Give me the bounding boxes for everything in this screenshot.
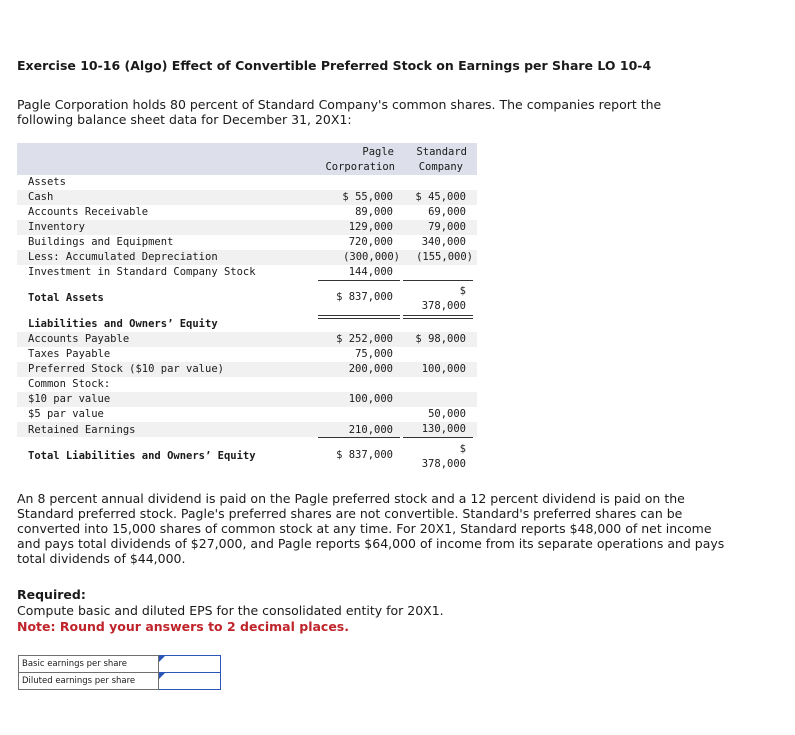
required-heading: Required:	[17, 587, 86, 602]
table-row	[19, 656, 221, 673]
total-liabilities-label: Total Liabilities and Owners’ Equity	[28, 450, 256, 462]
row-standard-value: 340,000	[421, 236, 466, 248]
row-label: Retained Earnings	[28, 424, 136, 436]
total-assets-label: Total Assets	[28, 292, 104, 304]
row-pagle-value: 89,000	[355, 206, 393, 218]
row-standard-value: $ 98,000	[415, 333, 466, 345]
flag-icon	[159, 656, 165, 662]
row-label: Inventory	[28, 221, 85, 233]
row-standard-value: 100,000	[421, 363, 466, 375]
row-label: Common Stock:	[28, 378, 111, 390]
basic-eps-label: Basic earnings per share	[19, 656, 159, 673]
diluted-eps-input[interactable]	[159, 673, 220, 689]
row-pagle-value: 720,000	[348, 236, 393, 248]
row-pagle-value: 129,000	[348, 221, 393, 233]
row-label: Cash	[28, 191, 54, 203]
total-assets-standard-currency: $	[459, 285, 466, 297]
total-assets-standard: 378,000	[421, 300, 466, 312]
row-pagle-value: $ 252,000	[336, 333, 393, 345]
assets-heading: Assets	[28, 176, 66, 188]
balance-sheet-table	[17, 143, 477, 473]
table-row	[19, 673, 221, 690]
header-band	[17, 143, 477, 175]
col2-header-line1: Standard	[416, 146, 467, 158]
required-text: Compute basic and diluted EPS for the consolidated entity for 20X1.	[17, 603, 444, 618]
row-pagle-value: $ 55,000	[342, 191, 393, 203]
rounding-note: Note: Round your answers to 2 decimal places.	[17, 619, 349, 634]
row-label: Accounts Receivable	[28, 206, 149, 218]
total-liabilities-standard: 378,000	[421, 458, 466, 470]
row-label: $10 par value	[28, 393, 111, 405]
row-label: Accounts Payable	[28, 333, 130, 345]
answer-table	[18, 655, 221, 690]
row-standard-value: 79,000	[428, 221, 466, 233]
row-label: Preferred Stock ($10 par value)	[28, 363, 224, 375]
basic-eps-input[interactable]	[159, 656, 220, 672]
liabilities-heading: Liabilities and Owners’ Equity	[28, 318, 218, 330]
row-label: $5 par value	[28, 408, 104, 420]
row-pagle-value: (300,000)	[343, 251, 400, 263]
col2-header-line2: Company	[418, 161, 463, 173]
diluted-eps-cell[interactable]	[159, 673, 221, 690]
exercise-title: Exercise 10-16 (Algo) Effect of Convertible Preferred Stock on Earnings per Share LO 10-4	[17, 58, 652, 73]
row-standard-value: $ 45,000	[415, 191, 466, 203]
row-pagle-value: 75,000	[355, 348, 393, 360]
row-label: Investment in Standard Company Stock	[28, 266, 256, 278]
diluted-eps-label: Diluted earnings per share	[19, 673, 159, 690]
row-standard-value: 50,000	[428, 408, 466, 420]
total-assets-pagle: $ 837,000	[336, 291, 393, 303]
row-pagle-value: 144,000	[348, 266, 393, 278]
row-pagle-value: 200,000	[348, 363, 393, 375]
row-label: Less: Accumulated Depreciation	[28, 251, 218, 263]
row-label: Taxes Payable	[28, 348, 111, 360]
flag-icon	[159, 673, 165, 679]
col1-header-line1: Pagle	[362, 146, 394, 158]
row-standard-value: 130,000	[421, 423, 466, 435]
row-pagle-value: 100,000	[348, 393, 393, 405]
intro-paragraph: Pagle Corporation holds 80 percent of Standard Company's common shares. The companies report the following balance sheet data for December 31, 20X1:	[17, 97, 662, 127]
basic-eps-cell[interactable]	[159, 656, 221, 673]
total-liabilities-pagle: $ 837,000	[336, 449, 393, 461]
row-pagle-value: 210,000	[348, 424, 393, 436]
row-standard-value: 69,000	[428, 206, 466, 218]
row-standard-value: (155,000)	[416, 251, 473, 263]
row-label: Buildings and Equipment	[28, 236, 174, 248]
dividend-paragraph: An 8 percent annual dividend is paid on the Pagle preferred stock and a 12 percent dividend is paid on the Standard preferred stock. Pagle's preferred shares are not convertible. Standard's preferred shares can be converted into 15,000 shares of common stock at any time. For 20X1, Standard reports $48,000 of net income and pays total dividends of $27,000, and Pagle reports $64,000 of income from its separate operations and pays total dividends of $44,000.	[17, 491, 725, 566]
total-liabilities-standard-currency: $	[459, 443, 466, 455]
col1-header-line2: Corporation	[325, 161, 395, 173]
